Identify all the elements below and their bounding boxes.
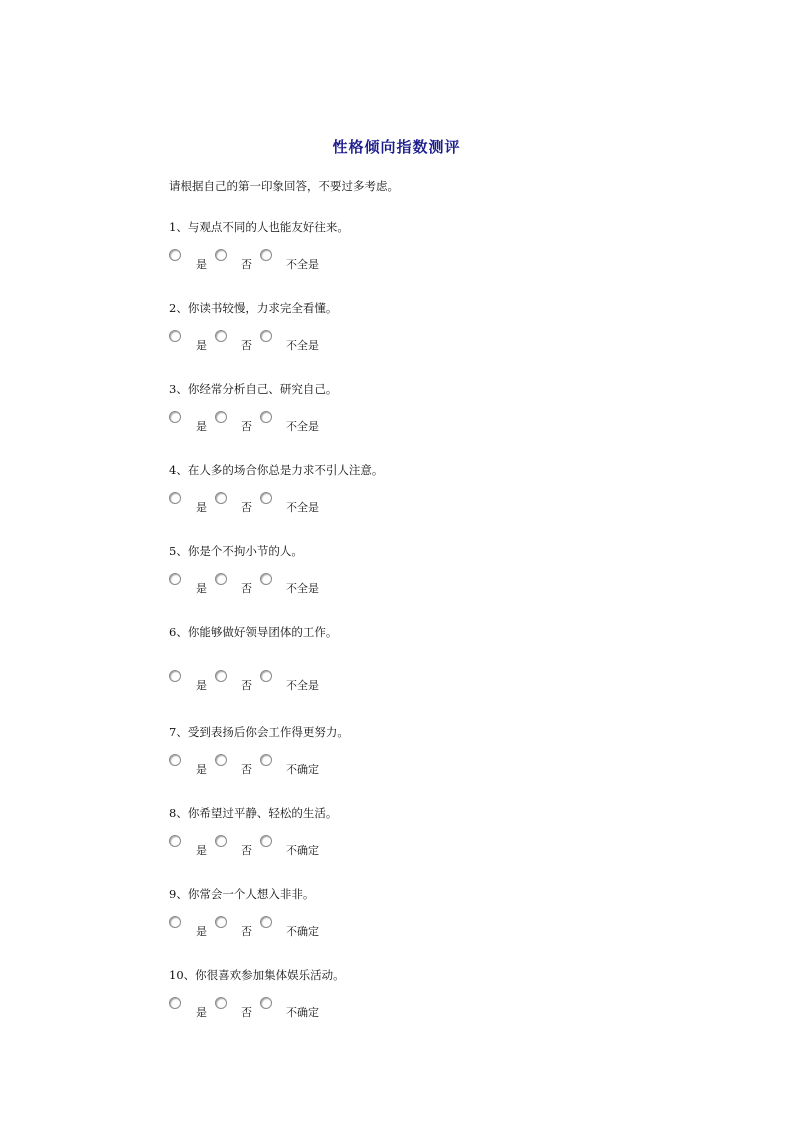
option-label[interactable]: 不全是 bbox=[286, 420, 319, 433]
radio-button-icon[interactable] bbox=[260, 330, 272, 342]
instruction-text: 请根据自己的第一印象回答，不要过多考虑。 bbox=[169, 179, 399, 193]
option-label[interactable]: 是 bbox=[196, 582, 207, 595]
option-label[interactable]: 否 bbox=[241, 844, 252, 857]
answer-options bbox=[169, 330, 469, 352]
option-label[interactable]: 不全是 bbox=[286, 258, 319, 271]
radio-button-icon[interactable] bbox=[215, 249, 227, 261]
option-label[interactable]: 否 bbox=[241, 1006, 252, 1019]
question-text: 5、你是个不拘小节的人。 bbox=[169, 544, 303, 558]
question-3 bbox=[169, 381, 729, 433]
answer-options bbox=[169, 835, 469, 857]
radio-button-icon[interactable] bbox=[169, 492, 181, 504]
option-label[interactable]: 不全是 bbox=[286, 582, 319, 595]
question-text: 3、你经常分析自己、研究自己。 bbox=[169, 382, 338, 396]
option-label[interactable]: 是 bbox=[196, 501, 207, 514]
question-text: 10、你很喜欢参加集体娱乐活动。 bbox=[169, 968, 345, 982]
option-label[interactable]: 否 bbox=[241, 582, 252, 595]
option-label[interactable]: 否 bbox=[241, 339, 252, 352]
question-text: 8、你希望过平静、轻松的生活。 bbox=[169, 806, 338, 820]
option-label[interactable]: 是 bbox=[196, 339, 207, 352]
answer-options bbox=[169, 573, 469, 595]
question-6 bbox=[169, 624, 729, 692]
option-label[interactable]: 是 bbox=[196, 679, 207, 692]
radio-button-icon[interactable] bbox=[260, 249, 272, 261]
question-7 bbox=[169, 724, 729, 776]
radio-button-icon[interactable] bbox=[169, 670, 181, 682]
radio-button-icon[interactable] bbox=[260, 916, 272, 928]
question-9 bbox=[169, 886, 729, 938]
option-label[interactable]: 是 bbox=[196, 925, 207, 938]
question-2 bbox=[169, 300, 729, 352]
question-1 bbox=[169, 219, 729, 271]
question-text: 1、与观点不同的人也能友好往来。 bbox=[169, 220, 349, 234]
radio-button-icon[interactable] bbox=[215, 754, 227, 766]
question-text: 2、你读书较慢，力求完全看懂。 bbox=[169, 301, 338, 315]
radio-button-icon[interactable] bbox=[169, 754, 181, 766]
answer-options bbox=[169, 411, 469, 433]
option-label[interactable]: 是 bbox=[196, 420, 207, 433]
option-label[interactable]: 不全是 bbox=[286, 679, 319, 692]
page-title: 性格倾向指数测评 bbox=[332, 138, 461, 156]
question-text: 7、受到表扬后你会工作得更努力。 bbox=[169, 725, 349, 739]
radio-button-icon[interactable] bbox=[169, 573, 181, 585]
option-label[interactable]: 不确定 bbox=[286, 1006, 319, 1019]
radio-button-icon[interactable] bbox=[169, 916, 181, 928]
question-8 bbox=[169, 805, 729, 857]
radio-button-icon[interactable] bbox=[169, 330, 181, 342]
answer-options bbox=[169, 492, 469, 514]
radio-button-icon[interactable] bbox=[215, 835, 227, 847]
radio-button-icon[interactable] bbox=[260, 997, 272, 1009]
radio-button-icon[interactable] bbox=[169, 249, 181, 261]
radio-button-icon[interactable] bbox=[215, 330, 227, 342]
option-label[interactable]: 否 bbox=[241, 763, 252, 776]
option-label[interactable]: 是 bbox=[196, 763, 207, 776]
question-text: 9、你常会一个人想入非非。 bbox=[169, 887, 315, 901]
radio-button-icon[interactable] bbox=[169, 411, 181, 423]
option-label[interactable]: 否 bbox=[241, 258, 252, 271]
option-label[interactable]: 不确定 bbox=[286, 763, 319, 776]
question-text: 4、在人多的场合你总是力求不引人注意。 bbox=[169, 463, 384, 477]
radio-button-icon[interactable] bbox=[215, 492, 227, 504]
option-label[interactable]: 不确定 bbox=[286, 844, 319, 857]
radio-button-icon[interactable] bbox=[215, 916, 227, 928]
radio-button-icon[interactable] bbox=[260, 835, 272, 847]
option-label[interactable]: 否 bbox=[241, 420, 252, 433]
radio-button-icon[interactable] bbox=[260, 492, 272, 504]
radio-button-icon[interactable] bbox=[260, 670, 272, 682]
option-label[interactable]: 否 bbox=[241, 679, 252, 692]
option-label[interactable]: 不确定 bbox=[286, 925, 319, 938]
radio-button-icon[interactable] bbox=[169, 835, 181, 847]
radio-button-icon[interactable] bbox=[215, 573, 227, 585]
radio-button-icon[interactable] bbox=[215, 670, 227, 682]
option-label[interactable]: 不全是 bbox=[286, 501, 319, 514]
option-label[interactable]: 否 bbox=[241, 501, 252, 514]
question-10 bbox=[169, 967, 729, 1019]
option-label[interactable]: 是 bbox=[196, 1006, 207, 1019]
option-label[interactable]: 是 bbox=[196, 844, 207, 857]
option-label[interactable]: 不全是 bbox=[286, 339, 319, 352]
radio-button-icon[interactable] bbox=[215, 411, 227, 423]
option-label[interactable]: 是 bbox=[196, 258, 207, 271]
answer-options bbox=[169, 754, 469, 776]
question-5 bbox=[169, 543, 729, 595]
answer-options bbox=[169, 916, 469, 938]
radio-button-icon[interactable] bbox=[260, 573, 272, 585]
radio-button-icon[interactable] bbox=[169, 997, 181, 1009]
question-4 bbox=[169, 462, 729, 514]
radio-button-icon[interactable] bbox=[260, 411, 272, 423]
answer-options bbox=[169, 670, 469, 692]
question-text: 6、你能够做好领导团体的工作。 bbox=[169, 625, 338, 639]
radio-button-icon[interactable] bbox=[260, 754, 272, 766]
radio-button-icon[interactable] bbox=[215, 997, 227, 1009]
answer-options bbox=[169, 249, 469, 271]
answer-options bbox=[169, 997, 469, 1019]
option-label[interactable]: 否 bbox=[241, 925, 252, 938]
